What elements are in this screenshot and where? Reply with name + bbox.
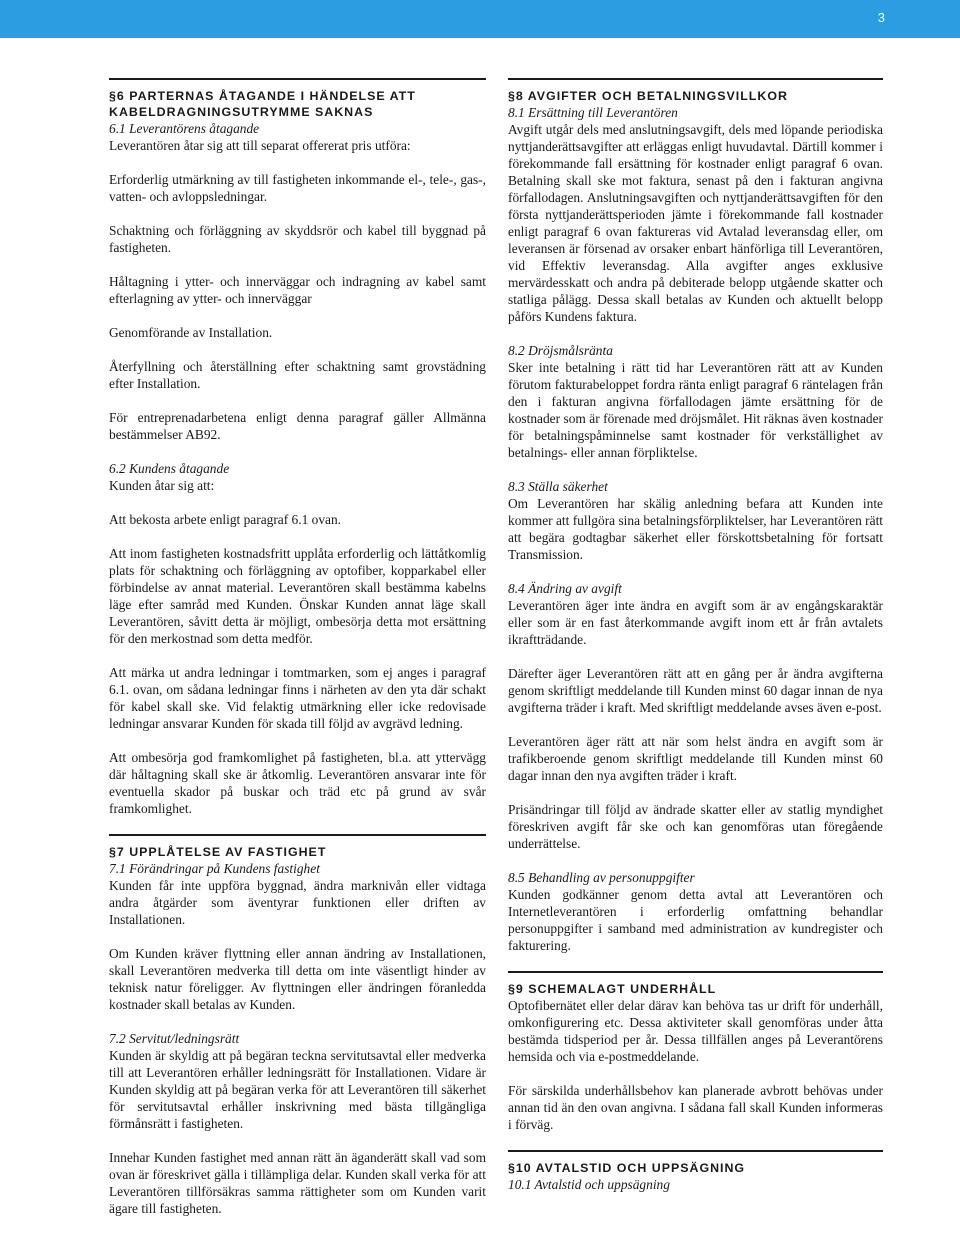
subsection-8-4-title: 8.4 Ändring av avgift xyxy=(508,581,622,596)
subsection-7-1-title: 7.1 Förändringar på Kundens fastighet xyxy=(109,861,320,876)
paragraph: Därefter äger Leverantören rätt att en gång per år ändra avgifterna genom skriftligt meddelande till Kunden minst 60 dagar innan de nya avgifterna träder i kraft. Med skriftligt meddelande avses även e-post. xyxy=(508,666,883,715)
paragraph: Kunden är skyldig att på begäran teckna servitutsavtal eller medverka till att Leverantören erhåller ledningsrätt för Installationen. Vidare är Kunden skyldig att på begäran verka för att Leverantören till säkerhet för servitutsavtal erhåller inskrivning med bästa tillgängliga förmånsrätt i fastigheten. xyxy=(109,1048,486,1131)
paragraph: Att bekosta arbete enligt paragraf 6.1 ovan. xyxy=(109,512,342,527)
paragraph: Optofibernätet eller delar därav kan behöva tas ur drift för underhåll, omkonfigurering etc. Dessa aktiviteter skall genomföras under åtta bestämda tidsperiod per år. Dessa tillfällen anges på Leverantörens hemsida och via e-postmeddelande. xyxy=(508,998,883,1064)
subsection-6-2-title: 6.2 Kundens åtagande xyxy=(109,461,230,476)
paragraph: Kunden åtar sig att: xyxy=(109,478,215,493)
section-rule xyxy=(109,834,486,836)
section-rule xyxy=(508,78,883,80)
subsection-8-1-title: 8.1 Ersättning till Leverantören xyxy=(508,105,678,120)
subsection-6-1-title: 6.1 Leverantörens åtagande xyxy=(109,121,260,136)
subsection-10-1-title: 10.1 Avtalstid och uppsägning xyxy=(508,1177,670,1192)
section-rule xyxy=(109,78,486,80)
left-column xyxy=(109,78,486,1217)
paragraph: Att inom fastigheten kostnadsfritt upplåta erforderlig och lättåtkomlig plats för schaktning och förläggning av optofiber, kopparkabel eller förbindelse av annat material. Leverantören skall bestämma kabelns läge efter samråd med Kunden. Önskar Kunden annat läge skall Leverantören, såvitt detta är möjligt, ombesörja detta mot ersättning för den merkostnad som detta medför. xyxy=(109,546,486,646)
subsection-8-2-title: 8.2 Dröjsmålsränta xyxy=(508,343,613,358)
paragraph: Innehar Kunden fastighet med annan rätt än äganderätt skall vad som ovan är föreskrivet gälla i tillämpliga delar. Kunden skall verka för att Leverantören tillförsäkras samma rättigheter som om Kunden varit ägare till fastigheten. xyxy=(109,1150,486,1216)
subsection-8-3-title: 8.3 Ställa säkerhet xyxy=(508,479,608,494)
paragraph: Om Kunden kräver flyttning eller annan ändring av Installationen, skall Leverantören medverka till detta om inte väsentligt hinder av teknisk natur föreligger. Av flyttningen eller ändringen föranledda kostnader skall betalas av Kunden. xyxy=(109,946,486,1012)
page-header-bar xyxy=(0,0,960,38)
paragraph: Genomförande av Installation. xyxy=(109,325,273,340)
paragraph: Håltagning i ytter- och innerväggar och indragning av kabel samt efterlagning av ytter- och innerväggar xyxy=(109,274,486,306)
paragraph: Återfyllning och återställning efter schaktning samt grovstädning efter Installation. xyxy=(109,359,486,391)
right-column xyxy=(508,78,883,1193)
section-8-title: §8 AVGIFTER OCH BETALNINGSVILLKOR xyxy=(508,89,788,103)
paragraph: Om Leverantören har skälig anledning befara att Kunden inte kommer att fullgöra sina betalningsförpliktelser, har Leverantören rätt att begära godtagbar säkerhet eller förskottsbetalning för fortsatt Transmission. xyxy=(508,496,884,562)
section-10-title: §10 AVTALSTID OCH UPPSÄGNING xyxy=(508,1161,746,1175)
paragraph: Kunden godkänner genom detta avtal att Leverantören och Internetleverantören i erforderlig omfattning behandlar personuppgifter i samband med administration av kundregister och fakturering. xyxy=(508,887,883,953)
section-7-title: §7 UPPLÅTELSE AV FASTIGHET xyxy=(109,845,327,859)
subsection-7-2-title: 7.2 Servitut/ledningsrätt xyxy=(109,1031,240,1046)
paragraph: Att märka ut andra ledningar i tomtmarken, som ej anges i paragraf 6.1. ovan, om sådana ledningar finns i närheten av den yta där schakt för kabel skall ske. Vid felaktig utmärkning eller icke redovisade ledningar ansvarar Kunden för skada till följd av avgrävd ledning. xyxy=(109,665,486,731)
paragraph: Prisändringar till följd av ändrade skatter eller av statlig myndighet föreskriven avgift får ske och kan genomföras utan föregående underrättelse. xyxy=(508,802,883,851)
section-rule xyxy=(508,971,883,973)
subsection-8-5-title: 8.5 Behandling av personuppgifter xyxy=(508,870,695,885)
paragraph: Erforderlig utmärkning av till fastigheten inkommande el-, tele-, gas-, vatten- och avloppsledningar. xyxy=(109,172,486,204)
paragraph: Schaktning och förläggning av skyddsrör och kabel till byggnad på fastigheten. xyxy=(109,223,486,255)
paragraph: Sker inte betalning i rätt tid har Leverantören rätt att av Kunden förutom fakturabeloppet fordra ränta enligt paragraf 6 räntelagen från den i fakturan angivna förfallodagen jämte ersättning för de kostnader som är förenade med dröjsmålet. Hit räknas även kostnader för betalningspåminnelse samt kostnader för verkställighet av betalnings- eller annan förpliktelse. xyxy=(508,360,883,460)
section-6-title: §6 PARTERNAS ÅTAGANDE I HÄNDELSE ATT KABELDRAGNINGSUTRYMME SAKNAS xyxy=(109,89,416,119)
paragraph: För särskilda underhållsbehov kan planerade avbrott behövas under annan tid än den ovan angivna. I sådana fall skall Kunden informeras i förväg. xyxy=(508,1083,883,1132)
paragraph: Avgift utgår dels med anslutningsavgift, dels med löpande periodiska nyttjanderättsavgifter att erläggas enligt huvudavtal. Därtill kommer i förekommande fall ersättning för kostnader enligt paragraf 6 ovan. Betalning skall ske mot faktura, senast på den i fakturan angivna förfallodagen. Anslutningsavgiften och nyttjanderättsavgiften för den första nyttjanderättsperioden jämte i förekommande fall kostnader enligt paragraf 6 ovan faktureras vid Avtalad leveransdag eller, om leveransen är försenad av orsaker enbart hänförliga till Leverantören, vid Effektiv leveransdag. Alla avgifter anges exklusive mervärdesskatt och andra på debiterade belopp utgående skatter och statliga pålägg. Dessa skall betalas av Kunden och aktuellt belopp påförs Kundens faktura. xyxy=(508,122,883,324)
paragraph: Leverantören åtar sig att till separat offererat pris utföra: xyxy=(109,138,411,153)
page-number: 3 xyxy=(877,10,885,25)
section-9-title: §9 SCHEMALAGT UNDERHÅLL xyxy=(508,982,717,996)
paragraph: Leverantören äger rätt att när som helst ändra en avgift som är trafikberoende genom skriftligt meddelande till Kunden minst 60 dagar innan den nya avgiften träder i kraft. xyxy=(508,734,883,783)
section-rule xyxy=(508,1150,883,1152)
paragraph: Att ombesörja god framkomlighet på fastigheten, bl.a. att yttervägg där håltagning skall ske är åtkomlig. Leverantören ansvarar inte för eventuella skador på buskar och träd etc på grund av svår framkomlighet. xyxy=(109,750,486,816)
paragraph: Leverantören äger inte ändra en avgift som är av engångskaraktär eller som är en fast återkommande avgift inom ett år från avtalets ikraftträdande. xyxy=(508,598,883,647)
paragraph: Kunden får inte uppföra byggnad, ändra marknivån eller vidtaga andra åtgärder som äventyrar funktionen eller driften av Installationen. xyxy=(109,878,486,927)
paragraph: För entreprenadarbetena enligt denna paragraf gäller Allmänna bestämmelser AB92. xyxy=(109,410,486,442)
